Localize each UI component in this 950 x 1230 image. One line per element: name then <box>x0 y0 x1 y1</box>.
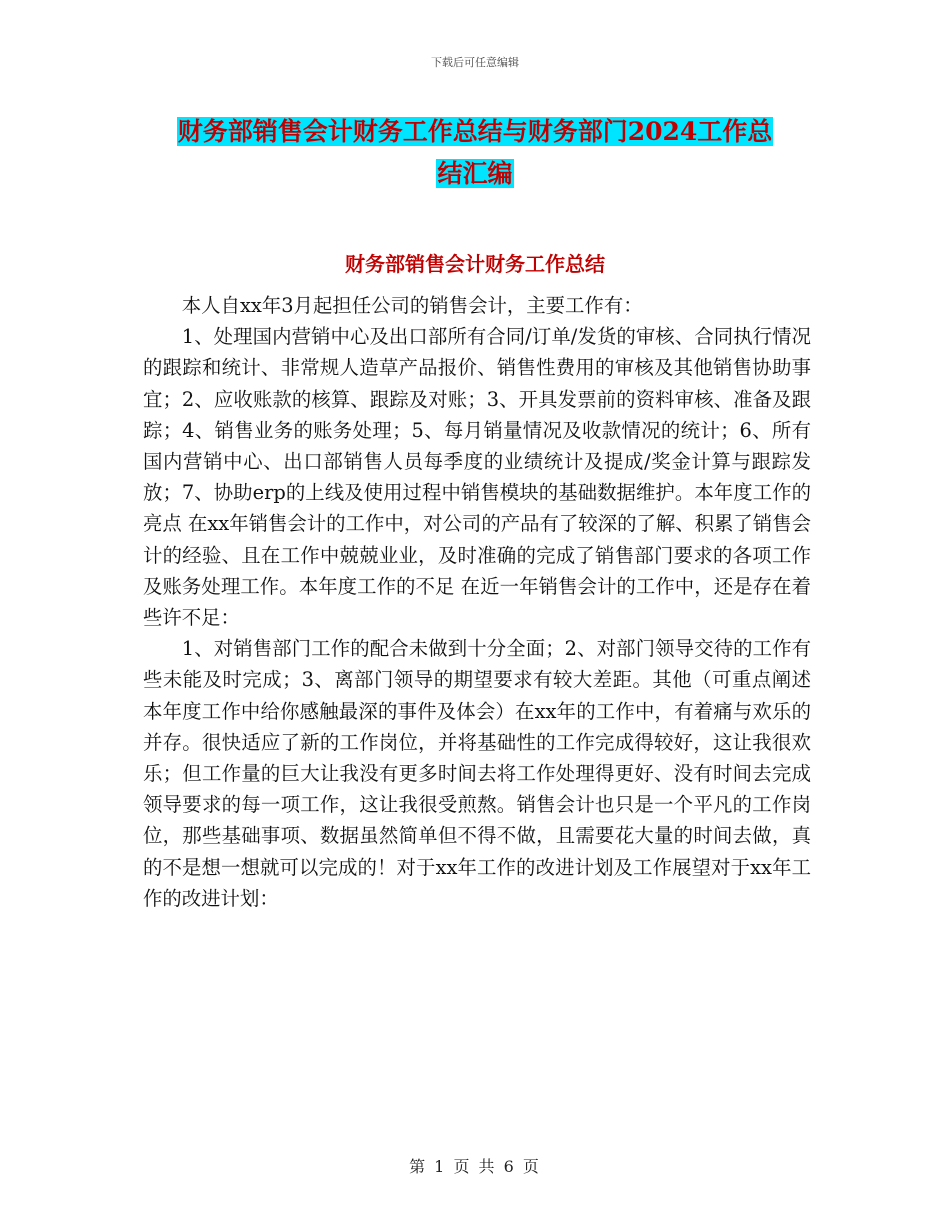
page-footer: 第 1 页 共 6 页 <box>409 1157 541 1176</box>
paragraph-intro: 本人自xx年3月起担任公司的销售会计，主要工作有： <box>181 294 643 317</box>
header-note: 下载后可任意编辑 <box>431 56 519 69</box>
document-body <box>143 290 811 914</box>
paragraph-shortcomings: 1、对销售部门工作的配合未做到十分全面；2、对部门领导交待的工作有些未能及时完成；3、离部门领导的期望要求有较大差距。其他（可重点阐述本年度工作中给你感触最深的事件及体会）在xx年的工作中，有着痛与欢乐的并存。很快适应了新的工作岗位，并将基础性的工作完成得较好，这让我很欢乐；但工作量的巨大让我没有更多时间去将工作处理得更好、没有时间去完成领导要求的每一项工作，这让我很受煎熬。销售会计也只是一个平凡的工作岗位，那些基础事项、数据虽然简单但不得不做，且需要花大量的时间去做，真的不是想一想就可以完成的！对于xx年工作的改进计划及工作展望对于xx年工作的改进计划： <box>143 637 811 910</box>
section-subtitle: 财务部销售会计财务工作总结 <box>345 252 605 276</box>
paragraph-duties: 1、处理国内营销中心及出口部所有合同/订单/发货的审核、合同执行情况的跟踪和统计、非常规人造草产品报价、销售性费用的审核及其他销售协助事宜；2、应收账款的核算、跟踪及对账；3、开具发票前的资料审核、准备及跟踪；4、销售业务的账务处理；5、每月销量情况及收款情况的统计；6、所有国内营销中心、出口部销售人员每季度的业绩统计及提成/奖金计算与跟踪发放；7、协助erp的上线及使用过程中销售模块的基础数据维护。本年度工作的亮点 在xx年销售会计的工作中，对公司的产品有了较深的了解、积累了销售会计的经验、且在工作中兢兢业业，及时准确的完成了销售部门要求的各项工作及账务处理工作。本年度工作的不足 在近一年销售会计的工作中，还是存在着些许不足： <box>143 325 811 630</box>
document-title-line-2: 结汇编 <box>437 159 513 188</box>
document-title-line-1: 财务部销售会计财务工作总结与财务部门2024工作总 <box>177 117 773 146</box>
